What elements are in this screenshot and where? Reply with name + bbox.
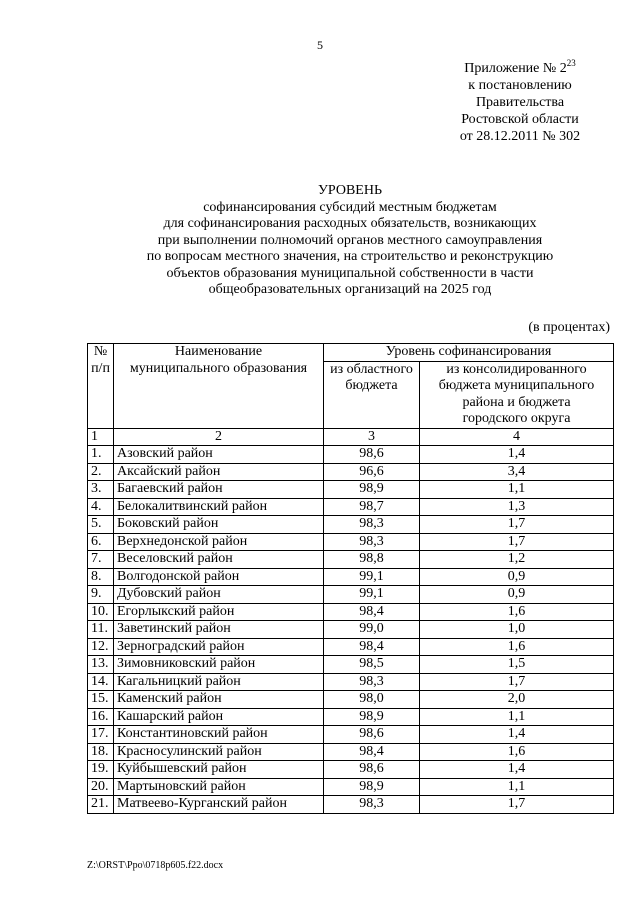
header-regional-line: бюджета (345, 378, 398, 393)
row-regional-share: 96,6 (324, 463, 420, 481)
appendix-line-2: к постановлению (468, 78, 572, 93)
row-number: 2. (88, 463, 114, 481)
table-row (88, 761, 614, 779)
table-row (88, 778, 614, 796)
row-consolidated-share: 1,6 (420, 743, 614, 761)
row-municipality: Азовский район (114, 446, 324, 464)
column-number: 4 (420, 428, 614, 446)
header-level: Уровень софинансирования (324, 344, 614, 362)
table-row (88, 743, 614, 761)
title-line: при выполнении полномочий органов местного самоуправления (157, 232, 543, 248)
row-number: 18. (88, 743, 114, 761)
row-municipality: Куйбышевский район (114, 761, 324, 779)
row-regional-share: 98,6 (324, 726, 420, 744)
table-row (88, 516, 614, 534)
page-number: 5 (317, 38, 323, 52)
row-regional-share: 98,6 (324, 761, 420, 779)
table-row (88, 691, 614, 709)
row-consolidated-share: 1,4 (420, 726, 614, 744)
row-regional-share: 98,3 (324, 673, 420, 691)
appendix-line-5: от 28.12.2011 № 302 (459, 129, 581, 144)
row-number: 12. (88, 638, 114, 656)
header-consolidated-line: бюджета муниципального (438, 378, 595, 393)
row-consolidated-share: 1,4 (420, 446, 614, 464)
row-regional-share: 98,3 (324, 516, 420, 534)
table-row (88, 603, 614, 621)
header-name (114, 344, 324, 429)
table-row (88, 673, 614, 691)
title-line: для софинансирования расходных обязательств, возникающих (163, 216, 537, 231)
row-number: 10. (88, 603, 114, 621)
row-regional-share: 98,6 (324, 446, 420, 464)
row-municipality: Боковский район (114, 516, 324, 534)
row-consolidated-share: 1,6 (420, 603, 614, 621)
row-consolidated-share: 1,7 (420, 796, 614, 814)
row-consolidated-share: 0,9 (420, 568, 614, 586)
header-name-line: муниципального образования (129, 360, 308, 376)
row-number: 17. (88, 726, 114, 744)
row-regional-share: 99,1 (324, 586, 420, 604)
table-row (88, 568, 614, 586)
header-consolidated (420, 361, 614, 428)
row-regional-share: 98,8 (324, 551, 420, 569)
row-consolidated-share: 1,3 (420, 498, 614, 516)
table-row (88, 796, 614, 814)
header-consolidated-line: из консолидированного (446, 361, 587, 377)
row-consolidated-share: 1,1 (420, 708, 614, 726)
row-regional-share: 99,0 (324, 621, 420, 639)
header-consolidated-line: городского округа (462, 411, 571, 426)
table-row (88, 656, 614, 674)
table-row (88, 586, 614, 604)
row-number: 16. (88, 708, 114, 726)
row-municipality: Волгодонской район (114, 568, 324, 586)
row-number: 19. (88, 761, 114, 779)
row-number: 9. (88, 586, 114, 604)
row-consolidated-share: 1,1 (420, 778, 614, 796)
row-municipality: Каменский район (114, 691, 324, 709)
row-number: 8. (88, 568, 114, 586)
row-number: 11. (88, 621, 114, 639)
column-number: 3 (324, 428, 420, 446)
row-municipality: Кагальницкий район (114, 673, 324, 691)
row-number: 4. (88, 498, 114, 516)
appendix-title: Приложение № 2 (464, 61, 567, 76)
row-municipality: Зерноградский район (114, 638, 324, 656)
title-line: софинансирования субсидий местным бюджетам (203, 199, 497, 215)
title-line: общеобразовательных организаций на 2025 год (208, 282, 492, 297)
column-number-row (88, 428, 614, 446)
table-row (88, 481, 614, 499)
column-number: 2 (114, 428, 324, 446)
appendix-block (430, 60, 610, 145)
table-row (88, 551, 614, 569)
row-number: 3. (88, 481, 114, 499)
header-regional-line: из областного (330, 361, 413, 377)
row-municipality: Красносулинский район (114, 743, 324, 761)
row-consolidated-share: 1,5 (420, 656, 614, 674)
row-regional-share: 98,4 (324, 603, 420, 621)
row-municipality: Матвеево-Курганский район (114, 796, 324, 814)
row-number: 13. (88, 656, 114, 674)
row-municipality: Константиновский район (114, 726, 324, 744)
document-title (80, 183, 620, 299)
header-num-line: п/п (91, 360, 110, 376)
row-consolidated-share: 1,7 (420, 673, 614, 691)
row-consolidated-share: 1,7 (420, 516, 614, 534)
row-municipality: Аксайский район (114, 463, 324, 481)
row-consolidated-share: 1,6 (420, 638, 614, 656)
row-municipality: Заветинский район (114, 621, 324, 639)
row-regional-share: 98,0 (324, 691, 420, 709)
row-regional-share: 98,9 (324, 708, 420, 726)
row-municipality: Мартыновский район (114, 778, 324, 796)
title-line: по вопросам местного значения, на строительство и реконструкцию (146, 249, 554, 264)
unit-note: (в процентах) (528, 320, 610, 335)
row-municipality: Кашарский район (114, 708, 324, 726)
row-consolidated-share: 1,2 (420, 551, 614, 569)
row-number: 15. (88, 691, 114, 709)
table-body (88, 344, 614, 814)
table-row (88, 621, 614, 639)
header-regional (324, 361, 420, 428)
header-consolidated-line: района и бюджета (462, 394, 571, 410)
title-line: объектов образования муниципальной собственности в части (166, 265, 534, 281)
row-number: 21. (88, 796, 114, 814)
row-number: 7. (88, 551, 114, 569)
table-row (88, 533, 614, 551)
row-municipality: Белокалитвинский район (114, 498, 324, 516)
row-regional-share: 98,4 (324, 638, 420, 656)
row-regional-share: 98,5 (324, 656, 420, 674)
row-consolidated-share: 1,1 (420, 481, 614, 499)
table-header-row (88, 344, 614, 362)
appendix-line-4: Ростовской области (461, 112, 579, 127)
row-number: 1. (88, 446, 114, 464)
appendix-superscript: 23 (566, 58, 576, 68)
appendix-line-3: Правительства (475, 95, 565, 110)
title-heading: УРОВЕНЬ (317, 183, 383, 198)
row-municipality: Егорлыкский район (114, 603, 324, 621)
row-number: 5. (88, 516, 114, 534)
table-row (88, 446, 614, 464)
table-row (88, 498, 614, 516)
row-number: 6. (88, 533, 114, 551)
table-row (88, 708, 614, 726)
row-regional-share: 98,9 (324, 481, 420, 499)
appendix-line-1 (430, 60, 610, 77)
row-number: 14. (88, 673, 114, 691)
row-regional-share: 98,9 (324, 778, 420, 796)
row-consolidated-share: 3,4 (420, 463, 614, 481)
row-municipality: Багаевский район (114, 481, 324, 499)
cofinancing-table (87, 343, 614, 814)
row-municipality: Веселовский район (114, 551, 324, 569)
row-regional-share: 98,3 (324, 533, 420, 551)
row-regional-share: 98,7 (324, 498, 420, 516)
row-municipality: Верхнедонской район (114, 533, 324, 551)
row-consolidated-share: 1,7 (420, 533, 614, 551)
file-path-footer: Z:\ORST\Ppo\0718p605.f22.docx (87, 860, 224, 871)
row-regional-share: 98,3 (324, 796, 420, 814)
row-consolidated-share: 2,0 (420, 691, 614, 709)
row-municipality: Зимовниковский район (114, 656, 324, 674)
header-num-line: № (93, 344, 108, 359)
column-number: 1 (88, 428, 114, 446)
table-row (88, 638, 614, 656)
row-regional-share: 98,4 (324, 743, 420, 761)
row-consolidated-share: 0,9 (420, 586, 614, 604)
header-name-line: Наименование (174, 344, 263, 359)
row-number: 20. (88, 778, 114, 796)
row-consolidated-share: 1,4 (420, 761, 614, 779)
row-regional-share: 99,1 (324, 568, 420, 586)
header-num (88, 344, 114, 429)
row-consolidated-share: 1,0 (420, 621, 614, 639)
table-row (88, 463, 614, 481)
table-row (88, 726, 614, 744)
row-municipality: Дубовский район (114, 586, 324, 604)
